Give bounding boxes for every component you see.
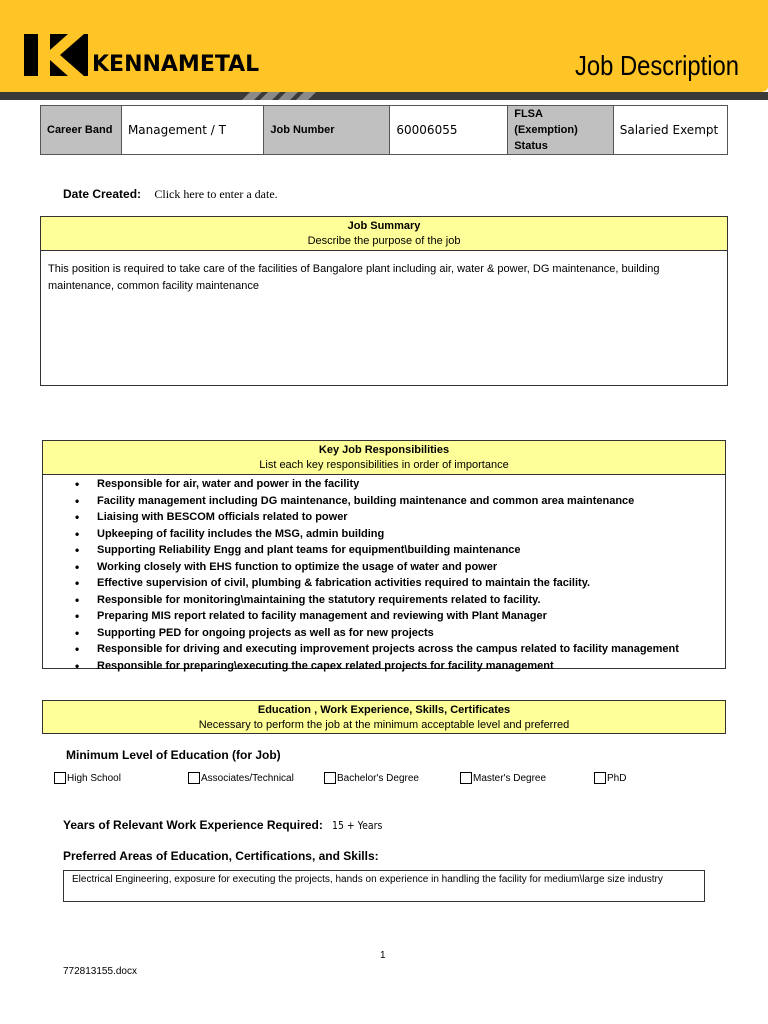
responsibilities-section (42, 440, 726, 672)
job-summary-section (40, 216, 728, 386)
education-level-options (54, 772, 714, 788)
checkbox-icon[interactable] (594, 772, 606, 784)
responsibilities-subtitle: List each key responsibilities in order of importance (259, 459, 509, 471)
preferred-areas-field[interactable]: Electrical Engineering, exposure for executing the projects, hands on experience in handling the facility for medium\large size industry (63, 870, 705, 902)
kennametal-logo-icon (22, 32, 90, 78)
education-subtitle: Necessary to perform the job at the minimum acceptable level and preferred (198, 719, 570, 731)
job-summary-title: Job Summary (347, 220, 421, 232)
date-created-input[interactable]: Click here to enter a date. (154, 187, 278, 201)
list-item: • Facility management including DG maintenance, building maintenance and common area maintenance (75, 493, 725, 510)
career-band-value[interactable]: Management / T (121, 106, 263, 155)
page-number: 1 (380, 950, 386, 961)
list-item: • Effective supervision of civil, plumbing & fabrication activities required to maintain the facility. (75, 575, 725, 592)
document-title: Job Description (575, 50, 740, 81)
responsibilities-title: Key Job Responsibilities (318, 444, 450, 456)
job-summary-header (41, 217, 727, 251)
list-item: • Preparing MIS report related to facility management and reviewing with Plant Manager (75, 608, 725, 625)
flsa-value[interactable]: Salaried Exempt (613, 106, 727, 155)
checkbox-icon[interactable] (324, 772, 336, 784)
option-high-school[interactable] (54, 772, 121, 784)
list-item: • Responsible for driving and executing improvement projects across the campus related to facility management (75, 641, 725, 658)
list-item: • Supporting PED for ongoing projects as well as for new projects (75, 625, 725, 642)
checkbox-icon[interactable] (188, 772, 200, 784)
option-phd[interactable] (594, 772, 626, 784)
list-item: • Supporting Reliability Engg and plant teams for equipment\building maintenance (75, 542, 725, 559)
job-summary-subtitle: Describe the purpose of the job (307, 235, 461, 247)
experience-row (63, 818, 391, 832)
flsa-label-line1: FLSA (514, 108, 543, 120)
option-bachelors[interactable] (324, 772, 419, 784)
list-item: • Working closely with EHS function to optimize the usage of water and power (75, 559, 725, 576)
option-label: Master's Degree (473, 772, 547, 784)
checkbox-icon[interactable] (54, 772, 66, 784)
checkbox-icon[interactable] (460, 772, 472, 784)
flsa-label-line2: (Exemption) (514, 124, 578, 136)
list-item: • Responsible for air, water and power in the facility (75, 476, 725, 493)
experience-value[interactable]: 15 + Years (332, 819, 383, 832)
career-band-label: Career Band (41, 106, 122, 155)
brand-name: KENNAMETAL (92, 52, 260, 77)
date-created (63, 187, 278, 202)
flsa-label-line3: Status (514, 140, 548, 152)
list-item: • Responsible for monitoring\maintaining the statutory requirements related to facility. (75, 592, 725, 609)
option-label: PhD (607, 772, 627, 784)
preferred-areas-label: Preferred Areas of Education, Certifications, and Skills: (63, 849, 379, 863)
job-number-label: Job Number (264, 106, 390, 155)
responsibilities-list[interactable] (43, 475, 725, 674)
option-label: Bachelor's Degree (337, 772, 419, 784)
option-label: High School (67, 772, 121, 784)
date-created-label: Date Created: (63, 187, 142, 201)
option-associates[interactable] (188, 772, 294, 784)
min-education-label: Minimum Level of Education (for Job) (66, 748, 281, 762)
flsa-label (508, 106, 614, 155)
education-title: Education , Work Experience, Skills, Certificates (257, 704, 511, 716)
experience-label: Years of Relevant Work Experience Required: (63, 818, 323, 832)
job-summary-text[interactable]: This position is required to take care of the facilities of Bangalore plant including air, water & power, DG maintenance, building maintenance, common facility maintenance (48, 263, 660, 292)
responsibilities-header (43, 441, 725, 475)
option-label: Associates/Technical (201, 772, 294, 784)
footer-filename: 772813155.docx (63, 966, 137, 977)
list-item: • Upkeeping of facility includes the MSG, admin building (75, 526, 725, 543)
education-section-header (42, 700, 726, 734)
option-masters[interactable] (460, 772, 546, 784)
list-item: • Liaising with BESCOM officials related to power (75, 509, 725, 526)
job-number-value[interactable]: 60006055 (390, 106, 508, 155)
list-item: • Responsible for preparing\executing the capex related projects for facility management (75, 658, 725, 675)
education-header (43, 701, 725, 733)
job-info-table (40, 105, 728, 155)
